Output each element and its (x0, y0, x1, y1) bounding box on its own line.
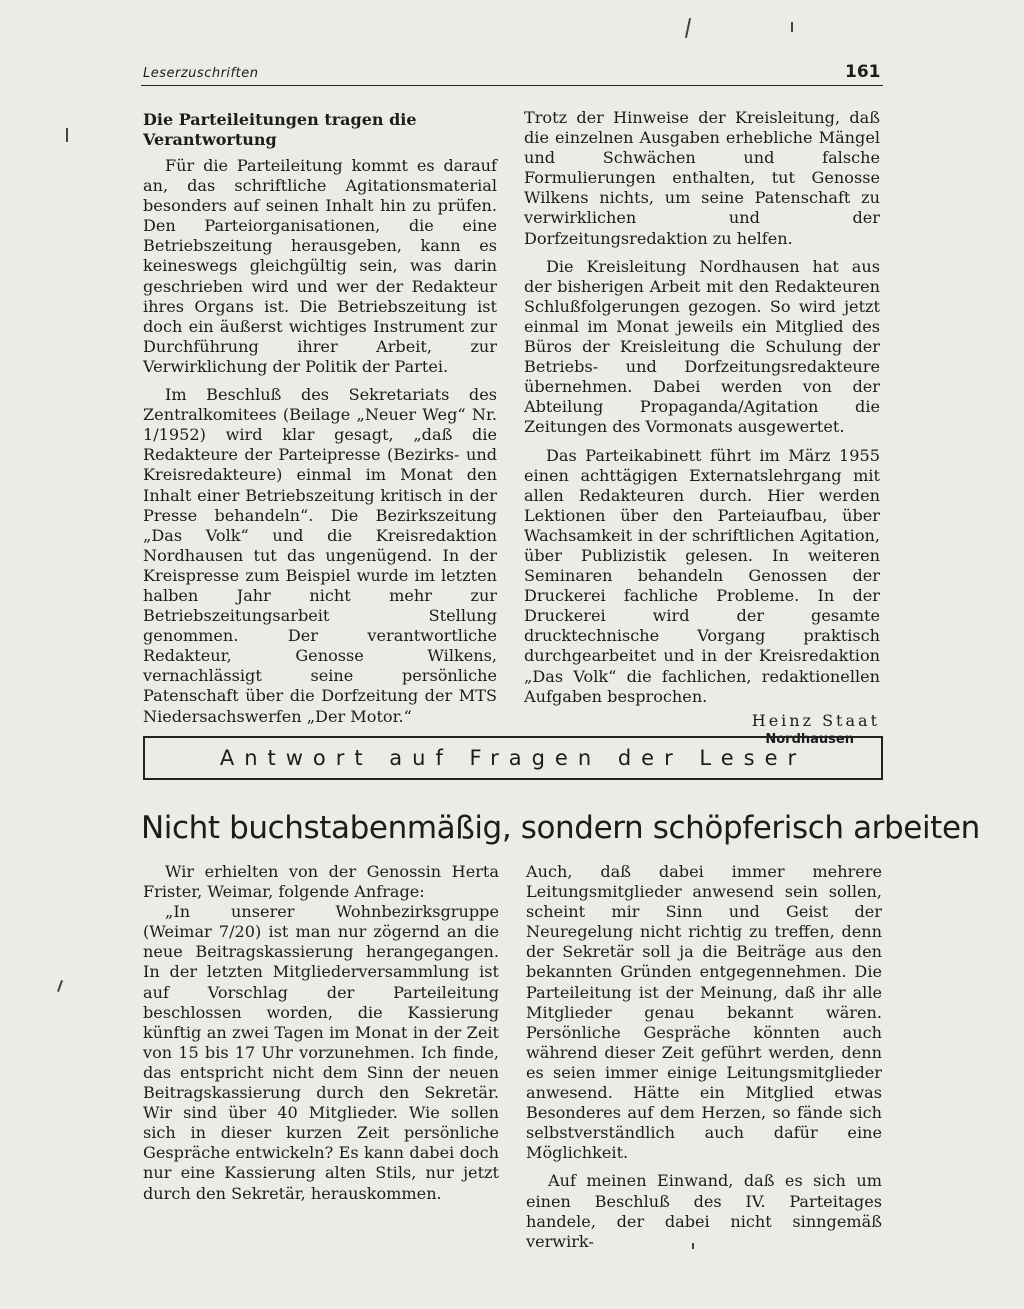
article-paragraph: „In unserer Wohnbezirksgruppe (Weimar 7/20) ist man nur zögernd an die neue Beitragskassierung herangegangen. In der letzten Mitgliederversammlung ist auf Vorschlag der Parteileitung beschlossen worden, die Kassierung künftig an zwei Tagen im Monat in der Zeit von 15 bis 17 Uhr vorzunehmen. Ich finde, das entspricht nicht dem Sinn der neuen Beitragskassierung durch den Sekretär. Wir sind über 40 Mitglieder. Wie sollen sich in dieser kurzen Zeit persönliche Gespräche entwickeln? Es kann dabei doch nur eine Kassierung alten Stils, nur jetzt durch den Sekretär, herauskommen. (143, 902, 499, 1203)
section-label: Leserzuschriften (143, 66, 259, 81)
scan-mark (66, 128, 68, 142)
letter-paragraph: Die Kreisleitung Nordhausen hat aus der bisherigen Arbeit mit den Redakteuren Schlußfolgerungen gezogen. So wird jetzt einmal im Monat jeweils ein Mitglied des Büros der Kreisleitung die Schulung der Betriebs- und Dorfzeitungsredakteure übernehmen. Dabei werden von der Abteilung Propaganda/Agitation die Zeitungen des Vormonats ausgewertet. (524, 256, 880, 437)
letter-right-column (524, 108, 880, 749)
article-paragraph: Wir erhielten von der Genossin Herta Frister, Weimar, folgende Anfrage: (143, 862, 499, 902)
letter-left-column (143, 110, 497, 727)
letter-paragraph: Für die Parteileitung kommt es darauf an, das schriftliche Agitationsmaterial besonders auf seinen Inhalt hin zu prüfen. Den Parteiorganisationen, die eine Betriebszeitung herausgeben, kann es keineswegs gleichgültig sein, was darin geschrieben wird und wer der Redakteur ihres Organs ist. Die Betriebszeitung ist doch ein äußerst wichtiges Instrument zur Durchführung ihrer Arbeit, zur Verwirklichung der Politik der Partei. (143, 156, 497, 376)
section-box (143, 736, 883, 780)
letter-paragraph: Das Parteikabinett führt im März 1955 einen achttägigen Externatslehrgang mit allen Redakteuren durch. Hier werden Lektionen über den Parteiaufbau, über Wachsamkeit in der schriftlichen Agitation, über Publizistik gelesen. In weiteren Seminaren behandeln Genossen der Druckerei fachliche Probleme. In der Druckerei wird der gesamte drucktechnische Vorgang praktisch durchgearbeitet und in der Kreisredaktion „Das Volk“ die fachlichen, redaktionellen Aufgaben besprochen. (524, 445, 880, 706)
article-headline: Nicht buchstabenmäßig, sondern schöpferisch arbeiten (141, 810, 980, 846)
article-paragraph: Auf meinen Einwand, daß es sich um einen Beschluß des IV. Parteitages handele, der dabei nicht sinngemäß verwirk- (526, 1171, 882, 1251)
letter-paragraph: Im Beschluß des Sekretariats des Zentralkomitees (Beilage „Neuer Weg“ Nr. 1/1952) wird klar gesagt, „daß die Redakteure der Parteipresse (Bezirks- und Kreisredakteure) einmal im Monat den Inhalt einer Betriebszeitung kritisch in der Presse behandeln“. Die Bezirkszeitung „Das Volk“ und die Kreisredaktion Nordhausen tut das ungenügend. In der Kreispresse zum Beispiel wurde im letzten halben Jahr nicht mehr zur Betriebszeitungsarbeit Stellung genommen. Der verantwortliche Redakteur, Genosse Wilkens, vernachlässigt seine persönliche Patenschaft über die Dorfzeitung der MTS Niedersachswerfen „Der Motor.“ (143, 385, 497, 726)
article-left-column (143, 862, 499, 1204)
author-place: Nordhausen (765, 731, 854, 747)
letter-title: Die Parteileitungen tragen die Verantwortung (143, 110, 417, 149)
section-box-title: Antwort auf Fragen der Leser (219, 746, 807, 770)
article-paragraph: Auch, daß dabei immer mehrere Leitungsmitglieder anwesend sein sollen, scheint mir Sinn und Geist der Neuregelung nicht richtig zu treffen, denn der Sekretär soll ja die Beiträge aus den bekannten Gründen entgegennehmen. Die Parteileitung ist der Meinung, daß ihr alle Mitglieder genau bekannt wären. Persönliche Gespräche könnten auch während dieser Zeit geführt werden, denn es seien immer einige Leitungsmitglieder anwesend. Hätte ein Mitglied etwas Besonderes auf dem Herzen, so fände sich selbstverständlich auch dafür eine Möglichkeit. (526, 862, 882, 1163)
letter-paragraph: Trotz der Hinweise der Kreisleitung, daß die einzelnen Ausgaben erhebliche Mängel und Schwächen und falsche Formulierungen enthalten, tut Genosse Wilkens nichts, um seine Patenschaft zu verwirklichen und der Dorfzeitungsredaktion zu helfen. (524, 108, 880, 248)
scan-mark (692, 1243, 694, 1249)
page-number: 161 (845, 62, 881, 82)
scan-mark (791, 22, 793, 32)
header-rule (141, 85, 883, 86)
author-name: Heinz Staat (751, 710, 880, 730)
scan-mark (57, 980, 63, 992)
article-right-column (526, 862, 882, 1252)
scan-mark (685, 18, 691, 38)
